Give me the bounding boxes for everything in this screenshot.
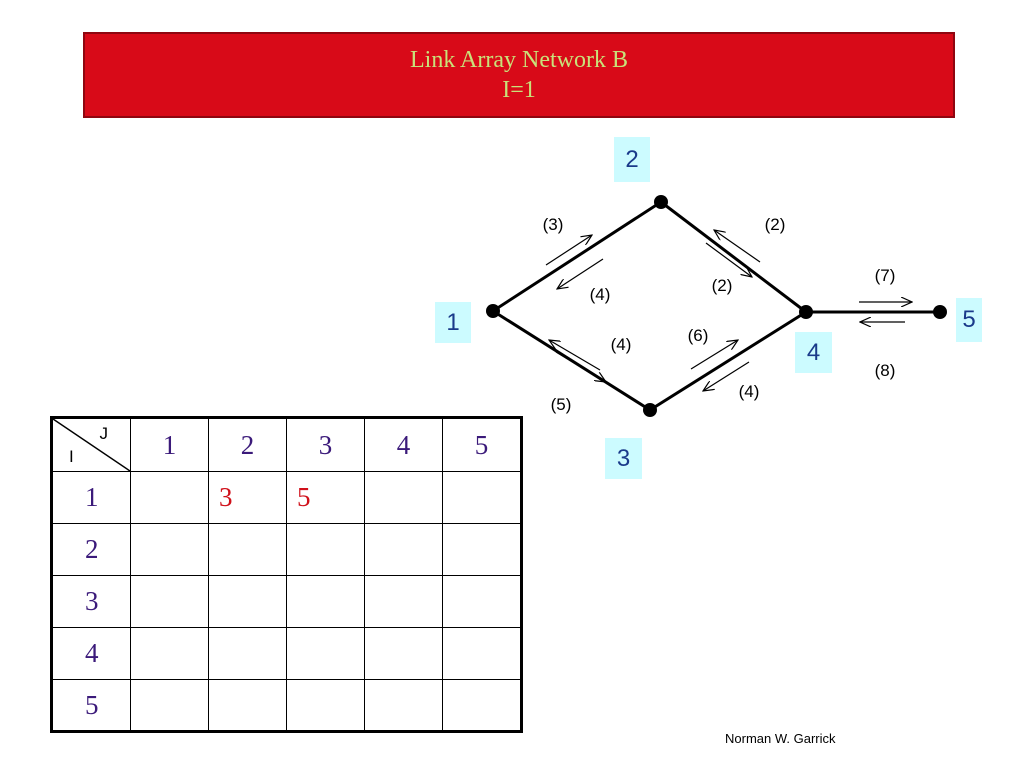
- link-label-2-1: (4): [589, 285, 611, 304]
- table-cell: [209, 524, 287, 576]
- table-row: [52, 628, 522, 680]
- row-header: 5: [52, 680, 131, 732]
- corner-label-i: I: [69, 447, 74, 466]
- arrow-1-to-3: [556, 352, 606, 382]
- link-label-5-4: (8): [874, 361, 896, 380]
- link-1-2-line: [493, 202, 661, 311]
- table-cell: [131, 472, 209, 524]
- table-cell: [443, 524, 522, 576]
- table-cell: [209, 628, 287, 680]
- table-cell: [131, 628, 209, 680]
- table-cell: [131, 576, 209, 628]
- link-label-4-2: (2): [764, 215, 786, 234]
- table-cell: [287, 576, 365, 628]
- table-row: [52, 472, 522, 524]
- table-cell: [287, 680, 365, 732]
- table-cell: [443, 680, 522, 732]
- corner-diagonal: [53, 419, 130, 471]
- link-3-4-line: [650, 312, 806, 410]
- link-label-4-5: (7): [874, 266, 896, 285]
- link-label-4-3: (4): [738, 382, 760, 401]
- table-cell: [365, 680, 443, 732]
- table-cell: 5: [287, 472, 365, 524]
- node-4-dot: [799, 305, 813, 319]
- table-row: [52, 680, 522, 732]
- node-2-dot: [654, 195, 668, 209]
- table-row: [52, 576, 522, 628]
- link-label-2-4: (2): [711, 276, 733, 295]
- column-header: 4: [365, 418, 443, 472]
- table-cell: [131, 524, 209, 576]
- node-5-dot: [933, 305, 947, 319]
- table-cell: [131, 680, 209, 732]
- table-corner-cell: [52, 418, 131, 472]
- column-header: 3: [287, 418, 365, 472]
- row-header: 3: [52, 576, 131, 628]
- node-label-5: 5: [956, 298, 982, 342]
- arrow-3-to-1: [549, 340, 600, 370]
- table-cell: [209, 576, 287, 628]
- node-label-2: 2: [614, 137, 650, 182]
- row-header: 2: [52, 524, 131, 576]
- node-1-dot: [486, 304, 500, 318]
- title-iteration: I=1: [502, 77, 536, 103]
- table-header-row: [52, 418, 522, 472]
- link-1-3-line: [493, 311, 650, 410]
- arrow-2-to-4: [706, 243, 752, 277]
- table-cell: [365, 576, 443, 628]
- footer-credit: Norman W. Garrick: [725, 731, 836, 746]
- node-label-3: 3: [605, 438, 642, 479]
- corner-label-j: J: [99, 424, 108, 443]
- table-cell: [209, 680, 287, 732]
- table-cell: 3: [209, 472, 287, 524]
- table-cell: [443, 576, 522, 628]
- table-cell: [287, 524, 365, 576]
- link-label-1-3: (5): [550, 395, 572, 414]
- node-label-4: 4: [795, 332, 832, 373]
- table-cell: [443, 628, 522, 680]
- node-3-dot: [643, 403, 657, 417]
- link-array-table: [50, 416, 523, 733]
- table-cell: [443, 472, 522, 524]
- link-label-1-2: (3): [542, 215, 564, 234]
- row-header: 1: [52, 472, 131, 524]
- column-header: 2: [209, 418, 287, 472]
- table-cell: [365, 524, 443, 576]
- table-cell: [287, 628, 365, 680]
- table-cell: [365, 472, 443, 524]
- table-cell: [365, 628, 443, 680]
- link-label-3-1: (4): [610, 335, 632, 354]
- column-header: 1: [131, 418, 209, 472]
- table-row: [52, 524, 522, 576]
- column-header: 5: [443, 418, 522, 472]
- link-label-3-4: (6): [687, 326, 709, 345]
- node-label-1: 1: [435, 302, 471, 343]
- row-header: 4: [52, 628, 131, 680]
- title-text: Link Array Network B: [410, 47, 628, 73]
